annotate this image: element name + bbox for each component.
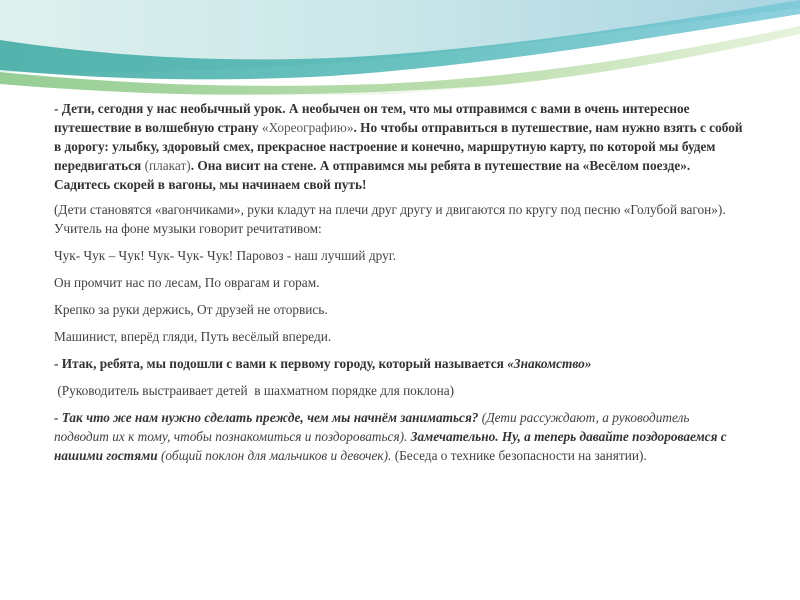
verse-line-1: Чук- Чук – Чук! Чук- Чук- Чук! Паровоз - наш лучший друг.: [54, 248, 397, 263]
paragraph-intro: - Дети, сегодня у нас необычный урок. А необычен он тем, что мы отправимся с вами в очень интересное путешествие в волшебную страну «Хореографию». Но чтобы отправиться в путешествие, нам нужно взять с собой в дорогу: улыбку, здоровый смех, прекрасное настроение и конечно, маршрутную карту, по которой мы будем передвигаться (плакат). Она висит на стене. А отправимся мы ребята в путешествие на «Весёлом поезде». Садитесь скорей в вагоны, мы начинаем свой путь!: [54, 101, 743, 192]
decorative-wave-banner: [0, 0, 800, 95]
paragraph-stage-direction: (Дети становятся «вагончиками», руки кладут на плечи друг другу и двигаются по кругу под песню «Голубой вагон»). Учитель на фоне музыки говорит речитативом:: [54, 202, 726, 236]
paragraph-bow-formation: (Руководитель выстраивает детей в шахматном порядке для поклона): [54, 383, 455, 398]
verse-line-3: Крепко за руки держись, От друзей не оторвись.: [54, 302, 328, 317]
paragraph-greeting: - Так что же нам нужно сделать прежде, чем мы начнём заниматься? (Дети рассуждают, а руководитель подводит их к тому, чтобы познакомиться и поздороваться). Замечательно. Ну, а теперь давайте поздороваемся с нашими гостями (общий поклон для мальчиков и девочек). (Беседа о технике безопасности на занятии).: [54, 410, 727, 463]
paragraph-first-city: - Итак, ребята, мы подошли с вами к первому городу, который называется «Знакомство»: [54, 356, 592, 371]
verse-line-4: Машинист, вперёд гляди, Путь весёлый впереди.: [54, 329, 332, 344]
document-body: [54, 99, 746, 473]
verse-line-2: Он промчит нас по лесам, По оврагам и горам.: [54, 275, 320, 290]
